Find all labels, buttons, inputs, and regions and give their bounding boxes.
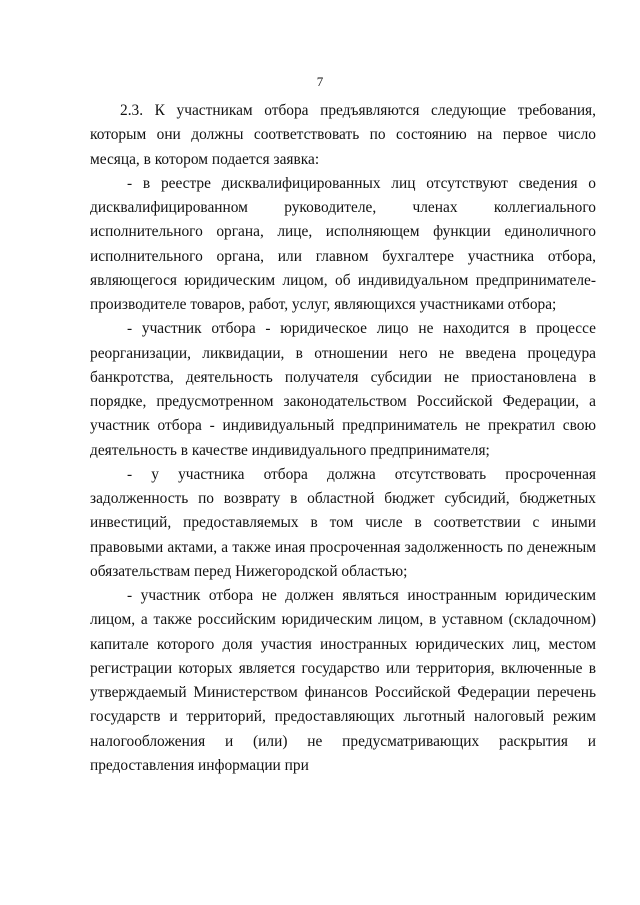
paragraph-requirements-intro: 2.3. К участникам отбора предъявляются следующие требования, которым они должны соответствовать по состоянию на первое число месяца, в котором подается заявка: [90, 102, 596, 168]
paragraph-overdue-debt: - у участника отбора должна отсутствовать просроченная задолженность по возврату в областной бюджет субсидий, бюджетных инвестиций, предоставляемых в том числе в соответствии с иными правовыми актами, а также иная просроченная задолженность по денежным обязательствам перед Нижегородской областью; [90, 465, 596, 580]
page-number: 7 [316, 74, 324, 89]
paragraph-disqualified-registry: - в реестре дисквалифицированных лиц отсутствуют сведения о дисквалифицированном руководителе, членах коллегиального исполнительного органа, лице, исполняющем функции единоличного исполнительного органа, или главном бухгалтере участника отбора, являющегося юридическим лицом, об индивидуальном предпринимателе-производителе товаров, работ, услуг, являющихся участниками отбора; [90, 174, 596, 313]
paragraph-foreign-entity: - участник отбора не должен являться иностранным юридическим лицом, а также российским юридическим лицом, в уставном (складочном) капитале которого доля участия иностранных юридических лиц, местом регистрации которых является государство или территория, включенные в утверждаемый Министерством финансов Российской Федерации перечень государств и территорий, предоставляющих льготный налоговый режим налогообложения и (или) не предусматривающих раскрытия и предоставления информации при [90, 587, 596, 774]
document-body [90, 99, 596, 778]
paragraph-reorganization: - участник отбора - юридическое лицо не находится в процессе реорганизации, ликвидации, в отношении него не введена процедура банкротства, деятельность получателя субсидии не приостановлена в порядке, предусмотренном законодательством Российской Федерации, а участник отбора - индивидуальный предприниматель не прекратил свою деятельность в качестве индивидуального предпринимателя; [90, 320, 596, 459]
